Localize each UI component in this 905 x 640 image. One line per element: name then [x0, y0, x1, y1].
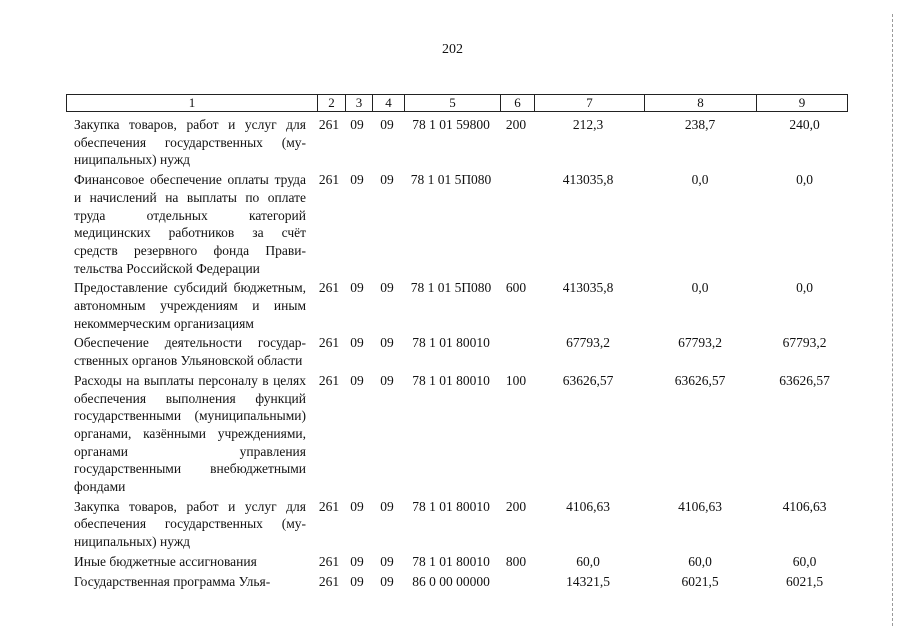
row-target-code: 78 1 01 80010: [412, 335, 490, 351]
row-section-code: 09: [350, 280, 364, 296]
row-amount-col9: 60,0: [792, 553, 817, 569]
row-section-code: 09: [350, 172, 364, 188]
row-amount-col8: 6021,5: [681, 573, 719, 589]
row-section-code: 09: [350, 372, 364, 388]
row-subsection-code: 09: [380, 172, 394, 188]
row-amount-col7: 67793,2: [566, 335, 610, 351]
row-subsection-code: 09: [380, 335, 394, 351]
row-target-code: 78 1 01 59800: [412, 117, 490, 132]
row-target-code: 86 0 00 00000: [412, 573, 490, 589]
row-amount-col9: 240,0: [789, 117, 820, 132]
row-section-code: 09: [350, 498, 364, 514]
header-col-5: 5: [404, 95, 500, 111]
row-target-code: 78 1 01 80010: [412, 553, 490, 569]
row-description: Закупка товаров, работ и услуг для обеспечения государственных (муниципальных) нужд: [74, 117, 306, 168]
row-expense-type: 600: [505, 280, 527, 296]
row-expense-type: 200: [505, 498, 527, 514]
table-row: [0, 114, 905, 169]
header-col-7: 7: [534, 95, 644, 111]
row-amount-col8: 0,0: [691, 280, 709, 296]
row-expense-type: 100: [505, 372, 527, 388]
row-subsection-code: 09: [380, 573, 394, 589]
row-ministry-code: 261: [318, 280, 340, 296]
row-ministry-code: 261: [318, 117, 340, 132]
table-header: [66, 94, 848, 112]
row-amount-col9: 0,0: [796, 280, 813, 296]
row-description: Государственная программа Улья-: [74, 573, 271, 589]
table-row: [0, 277, 905, 332]
header-col-2: 2: [317, 95, 345, 111]
row-description: Обеспечение деятельности государственных органов Ульяновской области: [74, 335, 306, 369]
row-expense-type: 200: [505, 117, 527, 132]
row-ministry-code: 261: [318, 372, 340, 388]
row-subsection-code: 09: [380, 280, 394, 296]
row-amount-col8: 63626,57: [674, 372, 726, 388]
row-amount-col8: 60,0: [688, 553, 712, 569]
table-row: [0, 169, 905, 277]
row-ministry-code: 261: [318, 553, 340, 569]
row-amount-col8: 238,7: [684, 117, 716, 132]
row-amount-col8: 0,0: [691, 172, 709, 188]
row-target-code: 78 1 01 5П080: [410, 172, 492, 188]
row-subsection-code: 09: [380, 372, 394, 388]
header-col-8: 8: [644, 95, 756, 111]
row-ministry-code: 261: [318, 498, 340, 514]
row-amount-col7: 4106,63: [566, 498, 610, 514]
row-amount-col7: 212,3: [572, 117, 604, 132]
row-description: Закупка товаров, работ и услуг для обеспечения государственных (муниципальных) нужд: [74, 498, 306, 550]
row-subsection-code: 09: [380, 553, 394, 569]
row-description: Финансовое обеспечение оплаты труда и начислений на выплаты по оплате труда отдельных категорий медицинских работников за счёт средств резервного фонда Правительства Российской Федерации: [74, 172, 306, 276]
row-amount-col9: 67793,2: [782, 335, 827, 351]
table-row: [0, 332, 905, 369]
table-body: [0, 114, 905, 590]
row-target-code: 78 1 01 80010: [412, 498, 490, 514]
page-number: 202: [442, 42, 463, 57]
table-row: [0, 496, 905, 551]
table-row: [0, 571, 905, 591]
row-amount-col9: 0,0: [796, 172, 813, 188]
row-amount-col7: 63626,57: [562, 372, 614, 388]
row-section-code: 09: [350, 335, 364, 351]
row-ministry-code: 261: [318, 172, 340, 188]
header-col-3: 3: [345, 95, 372, 111]
header-col-4: 4: [372, 95, 404, 111]
row-amount-col7: 60,0: [576, 553, 600, 569]
header-col-9: 9: [756, 95, 847, 111]
row-subsection-code: 09: [380, 498, 394, 514]
header-col-6: 6: [500, 95, 534, 111]
row-expense-type: 800: [505, 553, 527, 569]
row-amount-col9: 4106,63: [782, 498, 827, 514]
row-amount-col7: 413035,8: [562, 280, 614, 296]
row-target-code: 78 1 01 80010: [412, 372, 490, 388]
row-amount-col9: 6021,5: [785, 573, 824, 589]
row-description: Расходы на выплаты персоналу в целях обеспечения выполнения функций государственными (муниципальными) органами, казёнными учреждениями, органами управления государственными внебюджетными фондами: [74, 372, 306, 495]
row-ministry-code: 261: [318, 335, 340, 351]
table-row: [0, 370, 905, 496]
row-description: Иные бюджетные ассигнования: [74, 553, 257, 569]
row-amount-col8: 4106,63: [678, 498, 722, 514]
row-target-code: 78 1 01 5П080: [410, 280, 492, 296]
row-description: Предоставление субсидий бюджетным, автономным учреждениям и иным некоммерческим организациям: [74, 280, 306, 331]
row-amount-col7: 14321,5: [566, 573, 610, 589]
row-section-code: 09: [350, 553, 364, 569]
row-amount-col7: 413035,8: [562, 172, 614, 188]
row-section-code: 09: [350, 573, 364, 589]
table-row: [0, 551, 905, 571]
row-section-code: 09: [350, 117, 364, 132]
row-subsection-code: 09: [380, 117, 394, 132]
row-amount-col8: 67793,2: [678, 335, 722, 351]
row-ministry-code: 261: [318, 573, 340, 589]
header-col-1: 1: [188, 95, 196, 110]
row-amount-col9: 63626,57: [779, 372, 830, 388]
